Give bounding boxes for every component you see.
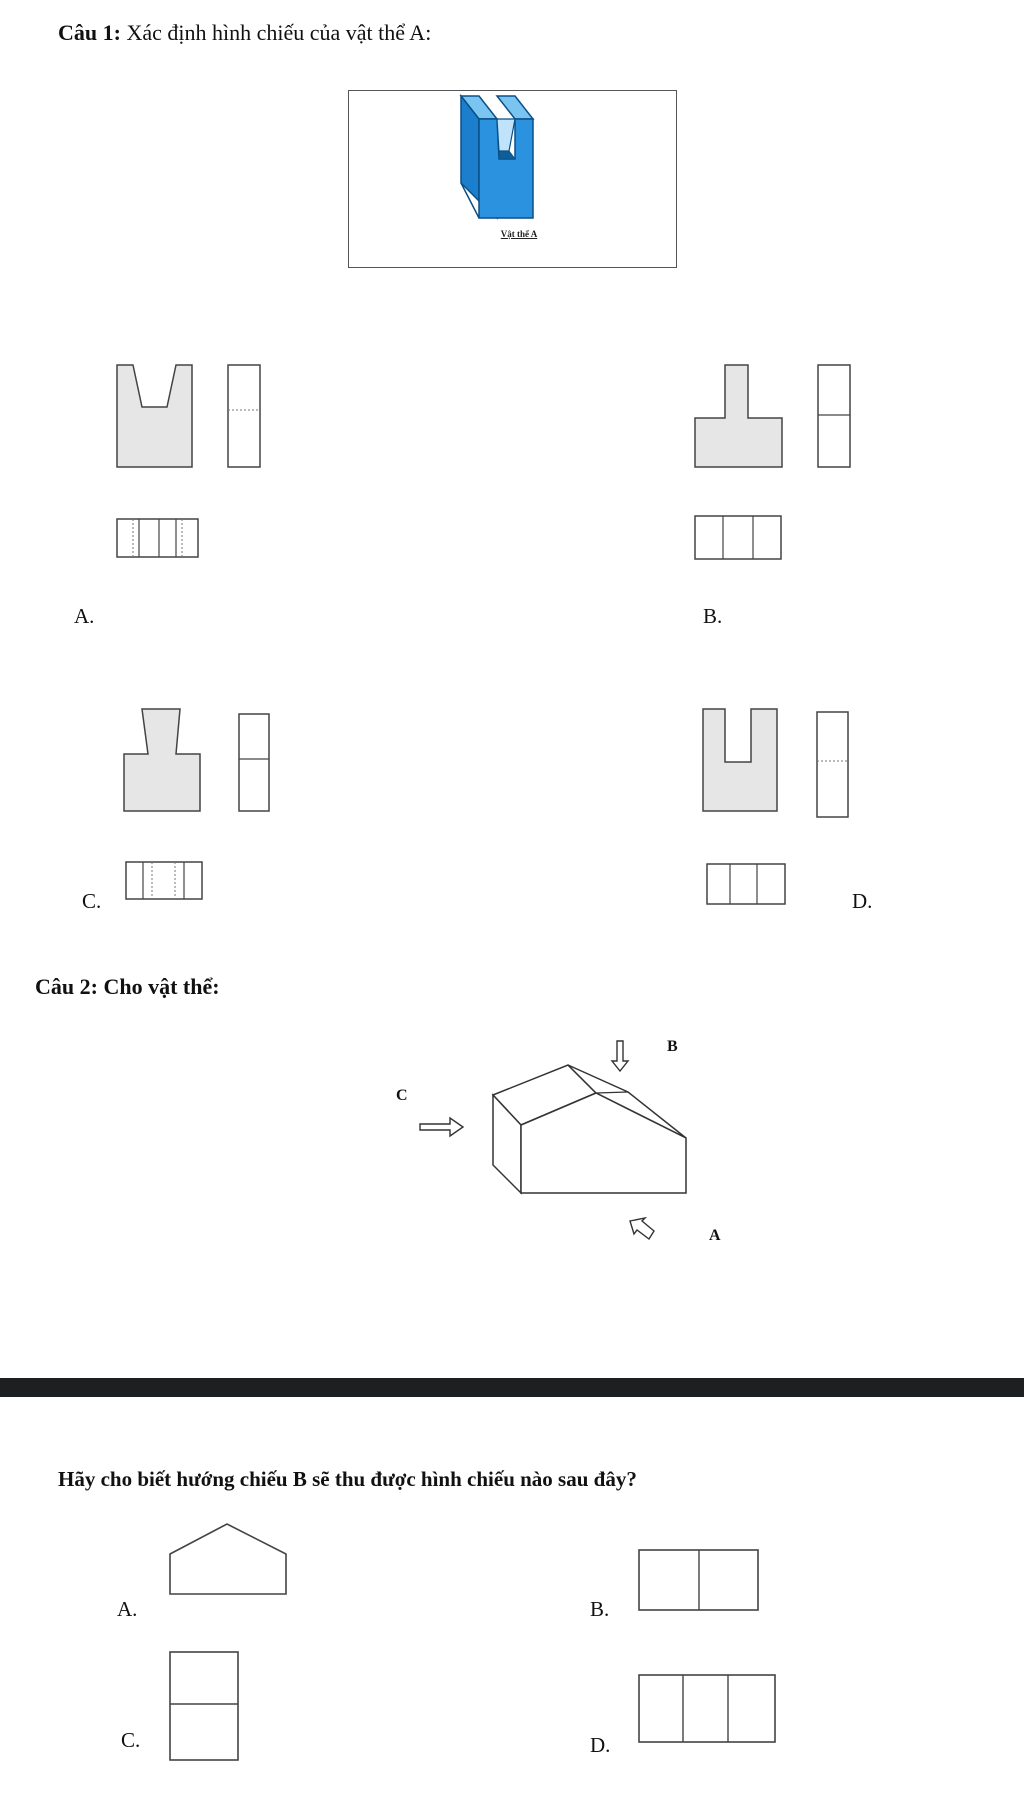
object-2-drawing <box>380 1020 710 1260</box>
question-1-number: Câu 1: <box>58 20 121 45</box>
q2-option-b-label[interactable]: B. <box>590 1597 610 1621</box>
object-a-drawing <box>349 91 676 267</box>
q2-option-a-drawing <box>160 1517 300 1597</box>
question-2-prompt: Hãy cho biết hướng chiếu B sẽ thu được hình chiếu nào sau đây? <box>58 1467 637 1491</box>
q2-option-d-drawing <box>636 1670 786 1750</box>
arrow-b-label: B <box>667 1038 678 1055</box>
question-1-heading <box>58 20 431 46</box>
q1-option-d-drawing <box>695 704 855 904</box>
q2-option-b-drawing <box>636 1545 766 1615</box>
q1-option-b-label[interactable]: B. <box>703 604 723 628</box>
q2-option-a-label[interactable]: A. <box>117 1597 138 1621</box>
arrow-a-label: A <box>709 1227 721 1244</box>
question-2-heading: Câu 2: Cho vật thể: <box>35 974 220 999</box>
q2-option-c-label[interactable]: C. <box>121 1728 141 1752</box>
q1-option-a-drawing <box>110 360 270 570</box>
divider-bar <box>0 1378 1024 1397</box>
q2-option-c-drawing <box>165 1647 245 1767</box>
object-a-figure <box>348 90 677 268</box>
q2-option-d-label[interactable]: D. <box>590 1733 611 1757</box>
q1-option-c-drawing <box>118 704 278 904</box>
q1-option-d-label[interactable]: D. <box>852 889 873 913</box>
arrow-c-label: C <box>396 1087 408 1104</box>
question-1-text: Xác định hình chiếu của vật thể A: <box>126 20 432 45</box>
q1-option-a-label[interactable]: A. <box>74 604 95 628</box>
q1-option-b-drawing <box>690 360 860 570</box>
q1-option-c-label[interactable]: C. <box>82 889 102 913</box>
object-a-caption: Vật thể A <box>500 229 538 239</box>
